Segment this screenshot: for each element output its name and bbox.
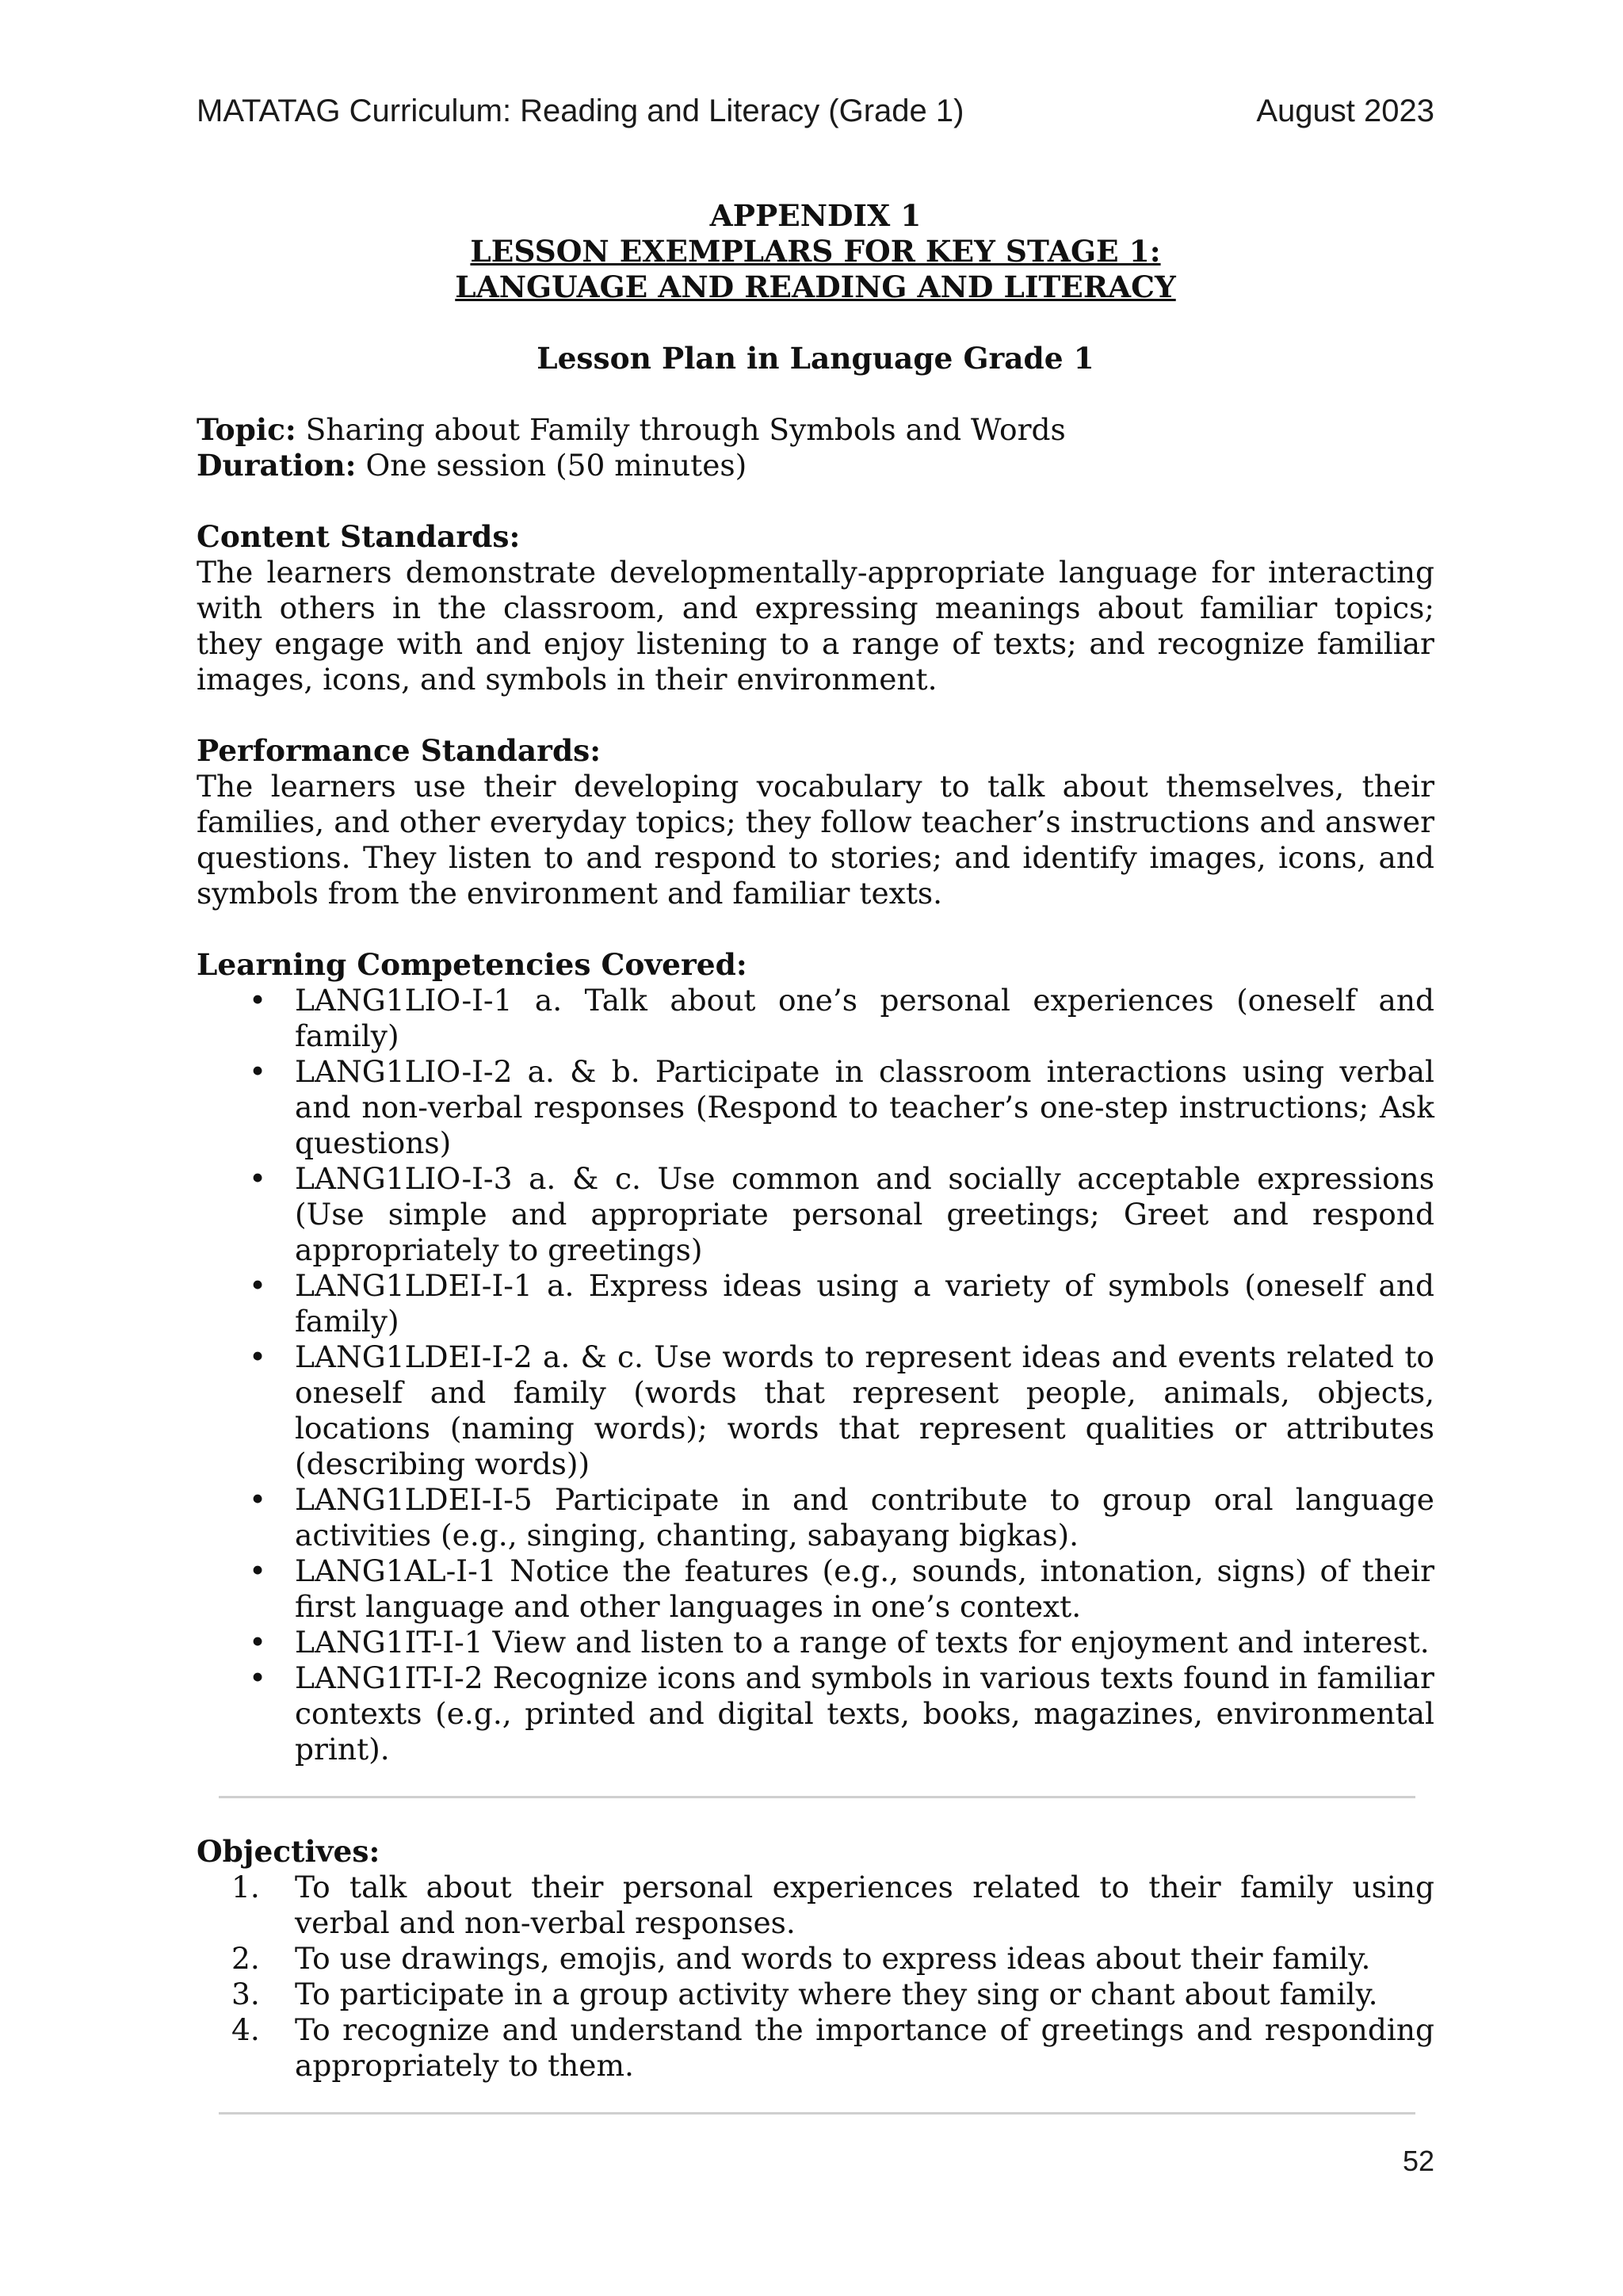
topic-label: Topic:: [197, 412, 296, 447]
competency-text: LANG1AL-I-1 Notice the features (e.g., sounds, intonation, signs) of their first language and other languages in one’s context.: [295, 1553, 1434, 1624]
list-item: [197, 983, 1434, 1054]
content-standards-text: The learners demonstrate developmentally-appropriate language for interacting with others in the classroom, and expressing meanings about familiar topics; they engage with and enjoy listening to a range of texts; and recognize familiar images, icons, and symbols in their environment.: [197, 555, 1434, 697]
running-header: [197, 94, 1434, 129]
objectives-list: [197, 1870, 1434, 2084]
bullet-icon: •: [249, 1054, 267, 1089]
list-item: [197, 1660, 1434, 1767]
objective-number: 3.: [231, 1977, 260, 2011]
bullet-icon: •: [249, 1268, 267, 1303]
bullet-icon: •: [249, 1625, 267, 1660]
list-item: [197, 1977, 1434, 2012]
objective-text: To participate in a group activity where they sing or chant about family.: [295, 1977, 1378, 2011]
competency-text: LANG1LIO-I-3 a. & c. Use common and socially acceptable expressions (Use simple and appropriate personal greetings; Greet and respond appropriately to greetings): [295, 1161, 1434, 1267]
section-divider: [219, 2112, 1415, 2115]
topic-line: [197, 412, 1434, 448]
list-item: [197, 1268, 1434, 1339]
lesson-meta: [197, 412, 1434, 483]
competency-text: LANG1IT-I-1 View and listen to a range of texts for enjoyment and interest.: [295, 1625, 1430, 1660]
page-number: 52: [1403, 2145, 1435, 2177]
objective-text: To recognize and understand the importance of greetings and responding appropriately to them.: [295, 2012, 1434, 2083]
competency-text: LANG1IT-I-2 Recognize icons and symbols in various texts found in familiar contexts (e.g., printed and digital texts, books, magazines, environmental print).: [295, 1660, 1434, 1767]
bullet-icon: •: [249, 1482, 267, 1517]
competencies-list: [197, 983, 1434, 1767]
list-item: [197, 2012, 1434, 2084]
objective-text: To use drawings, emojis, and words to express ideas about their family.: [295, 1941, 1371, 1976]
competency-text: LANG1LDEI-I-2 a. & c. Use words to represent ideas and events related to oneself and family (words that represent people, animals, objects, locations (naming words); words that represent qualities or attributes (describing words)): [295, 1339, 1434, 1481]
list-item: [197, 1553, 1434, 1625]
appendix-subtitle-line-1: LESSON EXEMPLARS FOR KEY STAGE 1:: [470, 234, 1161, 269]
competency-text: LANG1LDEI-I-1 a. Express ideas using a variety of symbols (oneself and family): [295, 1268, 1434, 1339]
objectives-heading: Objectives:: [197, 1834, 380, 1869]
bullet-icon: •: [249, 983, 267, 1018]
section-divider: [219, 1796, 1415, 1798]
performance-standards-heading: Performance Standards:: [197, 733, 601, 768]
objective-number: 2.: [231, 1941, 260, 1976]
objective-text: To talk about their personal experiences related to their family using verbal and non-verbal responses.: [295, 1870, 1434, 1940]
list-item: [197, 1339, 1434, 1482]
competencies-heading: Learning Competencies Covered:: [197, 947, 747, 982]
appendix-title-block: [197, 198, 1434, 305]
lesson-plan-title: Lesson Plan in Language Grade 1: [537, 341, 1094, 376]
topic-value: Sharing about Family through Symbols and Words: [296, 412, 1066, 447]
bullet-icon: •: [249, 1161, 267, 1196]
appendix-subtitle-line-2: LANGUAGE AND READING AND LITERACY: [455, 269, 1176, 304]
competency-text: LANG1LIO-I-1 a. Talk about one’s personal experiences (oneself and family): [295, 983, 1434, 1053]
bullet-icon: •: [249, 1660, 267, 1695]
list-item: [197, 1870, 1434, 1941]
header-title: MATATAG Curriculum: Reading and Literacy (Grade 1): [197, 94, 964, 128]
list-item: [197, 1054, 1434, 1161]
list-item: [197, 1161, 1434, 1268]
list-item: [197, 1941, 1434, 1977]
list-item: [197, 1625, 1434, 1660]
objective-number: 1.: [231, 1870, 260, 1904]
bullet-icon: •: [249, 1339, 267, 1374]
duration-label: Duration:: [197, 448, 357, 483]
competency-text: LANG1LIO-I-2 a. & b. Participate in classroom interactions using verbal and non-verbal responses (Respond to teacher’s one-step instructions; Ask questions): [295, 1054, 1434, 1160]
duration-value: One session (50 minutes): [356, 448, 747, 483]
header-date: August 2023: [1256, 94, 1434, 128]
page-content: [197, 198, 1434, 2115]
appendix-label: APPENDIX 1: [709, 198, 922, 233]
competency-text: LANG1LDEI-I-5 Participate in and contribute to group oral language activities (e.g., singing, chanting, sabayang bigkas).: [295, 1482, 1434, 1553]
bullet-icon: •: [249, 1553, 267, 1588]
objective-number: 4.: [231, 2012, 260, 2047]
content-standards-heading: Content Standards:: [197, 519, 521, 554]
duration-line: [197, 448, 1434, 483]
list-item: [197, 1482, 1434, 1553]
performance-standards-text: The learners use their developing vocabulary to talk about themselves, their families, and other everyday topics; they follow teacher’s instructions and answer questions. They listen to and respond to stories; and identify images, icons, and symbols from the environment and familiar texts.: [197, 769, 1434, 911]
